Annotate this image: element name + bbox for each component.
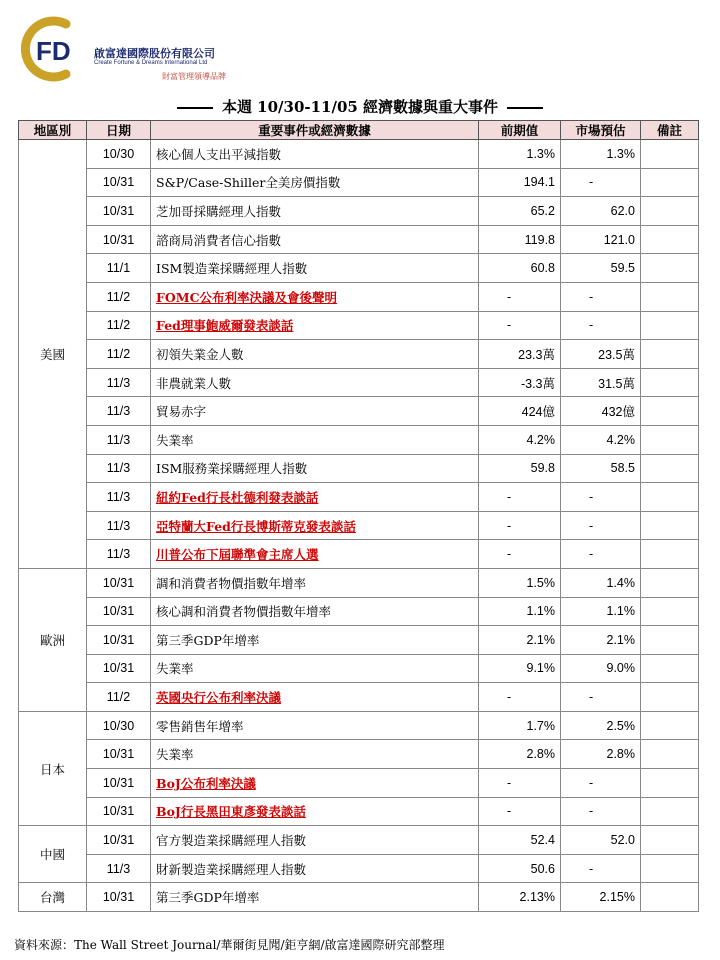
event-text: 財新製造業採購經理人指數 — [156, 861, 307, 877]
prev-value-cell: 60.8 — [479, 254, 561, 283]
note-cell — [641, 340, 699, 369]
prev-value-cell: 65.2 — [479, 197, 561, 226]
prev-value-cell: - — [479, 540, 561, 569]
economic-events-table — [18, 120, 699, 912]
forecast-value-cell: 1.4% — [561, 568, 641, 597]
forecast-value-cell: 2.5% — [561, 711, 641, 740]
key-event-cell — [151, 511, 479, 540]
event-text: S&P/Case-Shiller全美房價指數 — [156, 175, 341, 191]
date-cell: 10/31 — [87, 740, 151, 769]
event-cell — [151, 883, 479, 912]
forecast-value-cell: 23.5萬 — [561, 340, 641, 369]
source-footnote: 資料來源：The Wall Street Journal/華爾街見聞/鉅亨網/啟富達國際研究部整理 — [14, 938, 445, 952]
region-cell: 歐洲 — [19, 568, 87, 711]
event-cell — [151, 626, 479, 655]
date-cell: 10/31 — [87, 197, 151, 226]
note-cell — [641, 311, 699, 340]
forecast-value-cell: 2.8% — [561, 740, 641, 769]
table-row — [19, 683, 699, 712]
event-cell — [151, 397, 479, 426]
event-cell — [151, 254, 479, 283]
forecast-value-cell: - — [561, 282, 641, 311]
note-cell — [641, 568, 699, 597]
region-cell: 中國 — [19, 826, 87, 883]
date-cell: 11/3 — [87, 483, 151, 512]
note-cell — [641, 397, 699, 426]
date-cell: 11/2 — [87, 282, 151, 311]
prev-value-cell: 9.1% — [479, 654, 561, 683]
prev-value-cell: 23.3萬 — [479, 340, 561, 369]
event-text: BoJ公布利率決議 — [156, 775, 256, 791]
date-cell: 11/3 — [87, 397, 151, 426]
table-row — [19, 483, 699, 512]
date-cell: 10/30 — [87, 711, 151, 740]
date-cell: 11/3 — [87, 540, 151, 569]
prev-value-cell: - — [479, 282, 561, 311]
table-row — [19, 769, 699, 798]
date-cell: 11/3 — [87, 854, 151, 883]
prev-value-cell: 2.13% — [479, 883, 561, 912]
note-cell — [641, 769, 699, 798]
note-cell — [641, 683, 699, 712]
event-cell — [151, 197, 479, 226]
region-cell: 台灣 — [19, 883, 87, 912]
event-text: 核心個人支出平減指數 — [156, 146, 282, 162]
date-cell: 11/3 — [87, 425, 151, 454]
prev-value-cell: 119.8 — [479, 225, 561, 254]
note-cell — [641, 711, 699, 740]
prev-value-cell: 2.1% — [479, 626, 561, 655]
date-cell: 10/31 — [87, 797, 151, 826]
table-row — [19, 626, 699, 655]
table-row — [19, 425, 699, 454]
event-text: 官方製造業採購經理人指數 — [156, 833, 307, 849]
note-cell — [641, 425, 699, 454]
table-header-row — [19, 121, 699, 140]
table-body — [19, 140, 699, 912]
note-cell — [641, 368, 699, 397]
date-cell: 11/1 — [87, 254, 151, 283]
forecast-value-cell: 4.2% — [561, 425, 641, 454]
table-row — [19, 597, 699, 626]
note-cell — [641, 597, 699, 626]
forecast-value-cell: 121.0 — [561, 225, 641, 254]
note-cell — [641, 140, 699, 169]
forecast-value-cell: 1.3% — [561, 140, 641, 169]
forecast-value-cell: 1.1% — [561, 597, 641, 626]
forecast-value-cell: 52.0 — [561, 826, 641, 855]
forecast-value-cell: - — [561, 311, 641, 340]
header-forecast: 市場預估 — [561, 121, 641, 140]
table-row — [19, 797, 699, 826]
event-text: 川普公布下屆聯準會主席人選 — [156, 547, 319, 563]
event-cell — [151, 654, 479, 683]
table-row — [19, 340, 699, 369]
date-cell: 10/30 — [87, 140, 151, 169]
key-event-cell — [151, 483, 479, 512]
note-cell — [641, 282, 699, 311]
note-cell — [641, 511, 699, 540]
event-text: ISM製造業採購經理人指數 — [156, 261, 308, 277]
key-event-cell — [151, 797, 479, 826]
table-row — [19, 511, 699, 540]
date-cell: 10/31 — [87, 626, 151, 655]
event-cell — [151, 597, 479, 626]
forecast-value-cell: 31.5萬 — [561, 368, 641, 397]
note-cell — [641, 626, 699, 655]
forecast-value-cell: - — [561, 540, 641, 569]
header-event: 重要事件或經濟數據 — [151, 121, 479, 140]
date-cell: 10/31 — [87, 826, 151, 855]
note-cell — [641, 854, 699, 883]
title-rule-right — [507, 107, 543, 109]
prev-value-cell: - — [479, 311, 561, 340]
prev-value-cell: - — [479, 797, 561, 826]
forecast-value-cell: 9.0% — [561, 654, 641, 683]
header-note: 備註 — [641, 121, 699, 140]
event-text: 非農就業人數 — [156, 375, 232, 391]
prev-value-cell: 1.7% — [479, 711, 561, 740]
note-cell — [641, 883, 699, 912]
prev-value-cell: - — [479, 511, 561, 540]
event-cell — [151, 711, 479, 740]
date-cell: 11/2 — [87, 340, 151, 369]
event-cell — [151, 140, 479, 169]
event-text: 英國央行公布利率決議 — [156, 690, 282, 706]
event-text: 核心調和消費者物價指數年增率 — [156, 604, 332, 620]
prev-value-cell: 4.2% — [479, 425, 561, 454]
forecast-value-cell: 62.0 — [561, 197, 641, 226]
table-row — [19, 168, 699, 197]
table-row — [19, 654, 699, 683]
event-cell — [151, 425, 479, 454]
table-row — [19, 883, 699, 912]
event-text: 紐約Fed行長杜德利發表談話 — [156, 489, 319, 505]
key-event-cell — [151, 540, 479, 569]
prev-value-cell: - — [479, 683, 561, 712]
prev-value-cell: - — [479, 483, 561, 512]
table-row — [19, 254, 699, 283]
event-text: 失業率 — [156, 432, 194, 448]
note-cell — [641, 197, 699, 226]
note-cell — [641, 797, 699, 826]
prev-value-cell: - — [479, 769, 561, 798]
forecast-value-cell: - — [561, 511, 641, 540]
note-cell — [641, 826, 699, 855]
prev-value-cell: 1.1% — [479, 597, 561, 626]
note-cell — [641, 168, 699, 197]
date-cell: 10/31 — [87, 225, 151, 254]
key-event-cell — [151, 282, 479, 311]
event-text: ISM服務業採購經理人指數 — [156, 461, 308, 477]
prev-value-cell: 1.5% — [479, 568, 561, 597]
forecast-value-cell: 432億 — [561, 397, 641, 426]
forecast-value-cell: - — [561, 168, 641, 197]
note-cell — [641, 740, 699, 769]
date-cell: 11/3 — [87, 511, 151, 540]
event-text: 失業率 — [156, 747, 194, 763]
page-title — [0, 96, 720, 117]
table-row — [19, 282, 699, 311]
prev-value-cell: 52.4 — [479, 826, 561, 855]
key-event-cell — [151, 311, 479, 340]
event-text: Fed理事鮑威爾發表談話 — [156, 318, 294, 334]
prev-value-cell: 2.8% — [479, 740, 561, 769]
forecast-value-cell: - — [561, 769, 641, 798]
forecast-value-cell: 2.15% — [561, 883, 641, 912]
event-cell — [151, 740, 479, 769]
note-cell — [641, 483, 699, 512]
date-cell: 10/31 — [87, 597, 151, 626]
event-text: BoJ行長黑田東彥發表談話 — [156, 804, 306, 820]
event-text: 失業率 — [156, 661, 194, 677]
region-cell: 日本 — [19, 711, 87, 825]
date-cell: 10/31 — [87, 769, 151, 798]
prev-value-cell: 50.6 — [479, 854, 561, 883]
event-text: 貿易赤字 — [156, 404, 207, 420]
key-event-cell — [151, 769, 479, 798]
table-row — [19, 540, 699, 569]
region-cell: 美國 — [19, 140, 87, 569]
date-cell: 10/31 — [87, 568, 151, 597]
date-cell: 11/2 — [87, 683, 151, 712]
company-logo — [14, 14, 254, 84]
header-region: 地區別 — [19, 121, 87, 140]
table-row — [19, 740, 699, 769]
date-cell: 10/31 — [87, 168, 151, 197]
forecast-value-cell: - — [561, 854, 641, 883]
forecast-value-cell: 2.1% — [561, 626, 641, 655]
prev-value-cell: 194.1 — [479, 168, 561, 197]
note-cell — [641, 225, 699, 254]
forecast-value-cell: - — [561, 483, 641, 512]
date-cell: 10/31 — [87, 883, 151, 912]
company-name-en: Create Fortune & Dreams International Ltd — [94, 60, 208, 66]
company-name-cn: 啟富達國際股份有限公司 — [94, 47, 215, 60]
forecast-value-cell: 58.5 — [561, 454, 641, 483]
event-text: 初領失業金人數 — [156, 346, 244, 362]
event-cell — [151, 340, 479, 369]
title-rule-left — [177, 107, 213, 109]
note-cell — [641, 454, 699, 483]
note-cell — [641, 254, 699, 283]
table-row — [19, 711, 699, 740]
date-cell: 11/2 — [87, 311, 151, 340]
table-row — [19, 397, 699, 426]
forecast-value-cell: 59.5 — [561, 254, 641, 283]
table-row — [19, 454, 699, 483]
fd-logo-icon — [14, 14, 94, 84]
event-cell — [151, 568, 479, 597]
event-text: 亞特蘭大Fed行長博斯蒂克發表談話 — [156, 518, 356, 534]
prev-value-cell: -3.3萬 — [479, 368, 561, 397]
table-row — [19, 368, 699, 397]
date-cell: 10/31 — [87, 654, 151, 683]
event-cell — [151, 225, 479, 254]
event-cell — [151, 454, 479, 483]
header-prev: 前期值 — [479, 121, 561, 140]
event-text: 第三季GDP年增率 — [156, 632, 260, 648]
event-text: 芝加哥採購經理人指數 — [156, 203, 282, 219]
table-row — [19, 854, 699, 883]
event-text: FOMC公布利率決議及會後聲明 — [156, 289, 338, 305]
table-row — [19, 225, 699, 254]
forecast-value-cell: - — [561, 683, 641, 712]
forecast-value-cell: - — [561, 797, 641, 826]
event-cell — [151, 854, 479, 883]
logo-letters: FD — [36, 36, 71, 66]
date-cell: 11/3 — [87, 454, 151, 483]
table-row — [19, 311, 699, 340]
note-cell — [641, 540, 699, 569]
page-title-text: 本週 10/30-11/05 經濟數據與重大事件 — [221, 98, 499, 116]
prev-value-cell: 59.8 — [479, 454, 561, 483]
event-cell — [151, 826, 479, 855]
event-text: 調和消費者物價指數年增率 — [156, 575, 307, 591]
company-tagline: 財富管理領導品牌 — [162, 72, 226, 81]
event-text: 第三季GDP年增率 — [156, 890, 260, 906]
table-row — [19, 197, 699, 226]
event-text: 諮商局消費者信心指數 — [156, 232, 282, 248]
prev-value-cell: 424億 — [479, 397, 561, 426]
table-row — [19, 826, 699, 855]
event-text: 零售銷售年增率 — [156, 718, 244, 734]
header-date: 日期 — [87, 121, 151, 140]
key-event-cell — [151, 683, 479, 712]
prev-value-cell: 1.3% — [479, 140, 561, 169]
event-cell — [151, 168, 479, 197]
table-row — [19, 568, 699, 597]
table-row — [19, 140, 699, 169]
event-cell — [151, 368, 479, 397]
date-cell: 11/3 — [87, 368, 151, 397]
note-cell — [641, 654, 699, 683]
